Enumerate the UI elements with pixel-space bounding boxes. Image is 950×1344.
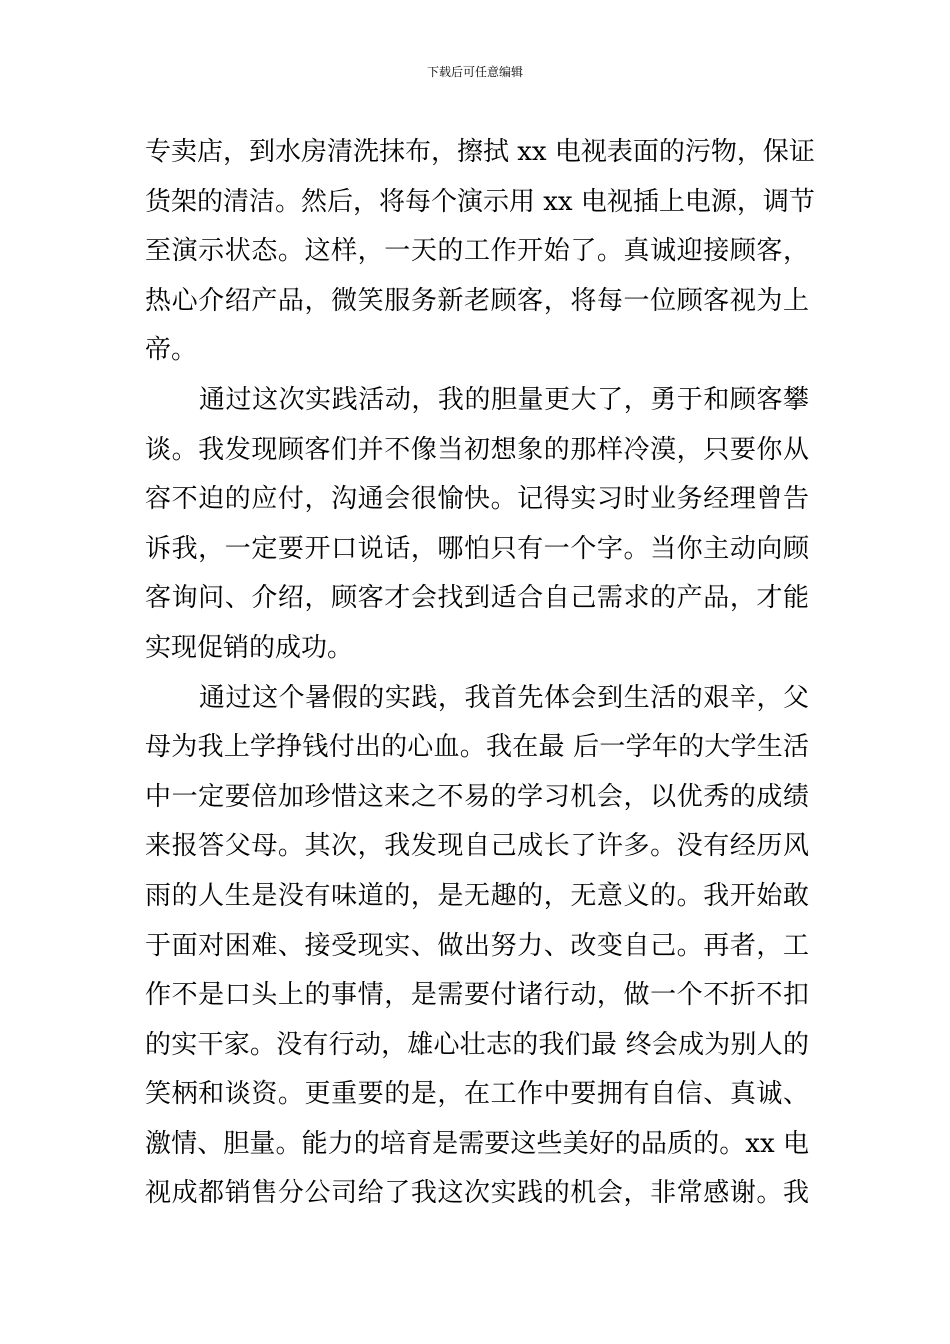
text-line: 帝。 (145, 335, 198, 366)
paragraph-first-line: 通过这个暑假的实践，我首先体会到生活的艰辛，父 (199, 682, 809, 713)
text-line: 货架的清洁。然后，将每个演示用 xx 电视插上电源，调节 (145, 186, 815, 217)
text-line: 来报答父母。其次，我发现自己成长了许多。没有经历风 (145, 831, 809, 862)
text-line: 的实干家。没有行动，雄心壮志的我们最 终会成为别人的 (145, 1029, 809, 1060)
document-body (145, 128, 815, 1219)
text-line: 谈。我发现顾客们并不像当初想象的那样冷漠，只要你从 (145, 434, 809, 465)
text-line: 热心介绍产品，微笑服务新老顾客，将每一位顾客视为上 (145, 285, 809, 316)
text-line: 作不是口头上的事情，是需要付诸行动，做一个不折不扣 (145, 980, 809, 1011)
text-line: 视成都销售分公司给了我这次实践的机会，非常感谢。我 (145, 1178, 809, 1209)
text-line: 于面对困难、接受现实、做出努力、改变自己。再者，工 (145, 930, 809, 961)
text-line: 实现促销的成功。 (145, 632, 354, 663)
text-line: 诉我，一定要开口说话，哪怕只有一个字。当你主动向顾 (145, 533, 809, 564)
text-line: 专卖店，到水房清洗抹布，擦拭 xx 电视表面的污物，保证 (145, 137, 815, 167)
text-line: 容不迫的应付，沟通会很愉快。记得实习时业务经理曾告 (145, 484, 809, 515)
text-line: 母为我上学挣钱付出的心血。我在最 后一学年的大学生活 (145, 732, 809, 763)
text-line: 中一定要倍加珍惜这来之不易的学习机会，以优秀的成绩 (145, 781, 809, 812)
text-line: 笑柄和谈资。更重要的是，在工作中要拥有自信、真诚、 (145, 1079, 809, 1110)
page-header: 下载后可任意编辑 (426, 65, 523, 79)
paragraph-first-line: 通过这次实践活动，我的胆量更大了，勇于和顾客攀 (199, 384, 809, 415)
text-line: 雨的人生是没有味道的，是无趣的，无意义的。我开始敢 (145, 880, 809, 911)
text-line: 客询问、介绍，顾客才会找到适合自己需求的产品，才能 (145, 583, 809, 614)
text-line: 激情、胆量。能力的培育是需要这些美好的品质的。xx 电 (145, 1128, 809, 1159)
text-line: 至演示状态。这样，一天的工作开始了。真诚迎接顾客， (145, 236, 809, 267)
